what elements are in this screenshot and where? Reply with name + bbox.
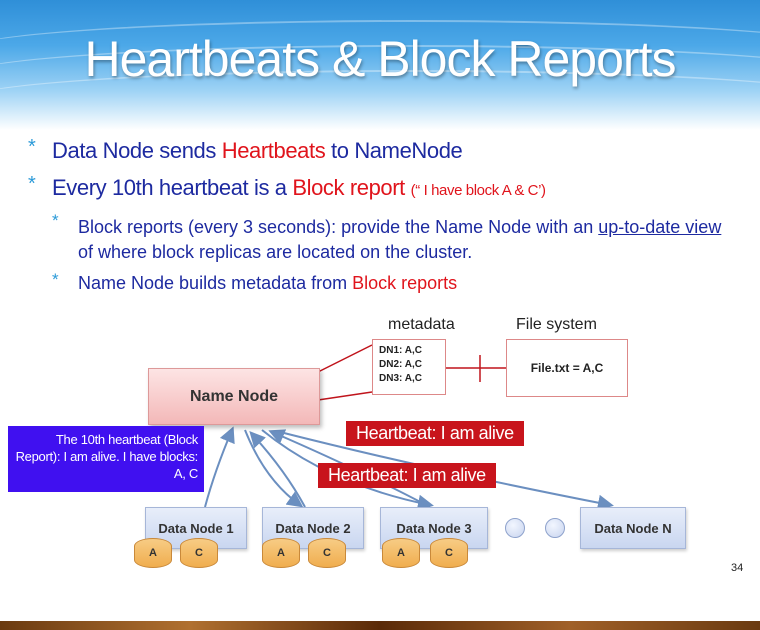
bullet-icon: * <box>28 173 36 195</box>
block-cylinder: C <box>180 538 218 568</box>
name-node: Name Node <box>148 368 320 425</box>
data-node-1: Data Node 1 <box>145 507 247 549</box>
heartbeat-label: Heartbeat: I am alive <box>318 463 496 488</box>
slide-title: Heartbeats & Block Reports <box>84 31 676 87</box>
metadata-box: DN1: A,C DN2: A,C DN3: A,C <box>372 339 446 395</box>
heartbeat-label: Heartbeat: I am alive <box>346 421 524 446</box>
data-node-3: Data Node 3 <box>380 507 488 549</box>
data-node-2: Data Node 2 <box>262 507 364 549</box>
block-cylinder: A <box>382 538 420 568</box>
block-report-note: The 10th heartbeat (Block Report): I am alive. I have blocks: A, C <box>8 426 204 492</box>
block-cylinder: A <box>262 538 300 568</box>
bullet-heartbeats: Data Node sends Heartbeats to NameNode <box>52 138 463 163</box>
bullet-metadata: Name Node builds metadata from Block reports <box>78 273 458 293</box>
block-cylinder: A <box>134 538 172 568</box>
bullet-block-report: Every 10th heartbeat is a Block report (“ I have block A & C’) <box>52 175 546 200</box>
page-number: 34 <box>731 562 744 574</box>
bullet-icon: * <box>28 136 36 158</box>
filesystem-label: File system <box>516 316 597 333</box>
sub-bullet-icon: * <box>52 211 59 230</box>
sub-bullet-icon: * <box>52 270 59 289</box>
ellipsis-node <box>545 518 565 538</box>
data-node-n: Data Node N <box>580 507 686 549</box>
metadata-label: metadata <box>388 316 455 333</box>
ellipsis-node <box>505 518 525 538</box>
desktop-strip <box>0 621 760 630</box>
block-cylinder: C <box>430 538 468 568</box>
block-cylinder: C <box>308 538 346 568</box>
bullet-block-reports-detail: Block reports (every 3 seconds): provide the Name Node with an up-to-date view of where block replicas are located on the cluster. <box>78 217 722 262</box>
filesystem-box: File.txt = A,C <box>506 339 628 397</box>
